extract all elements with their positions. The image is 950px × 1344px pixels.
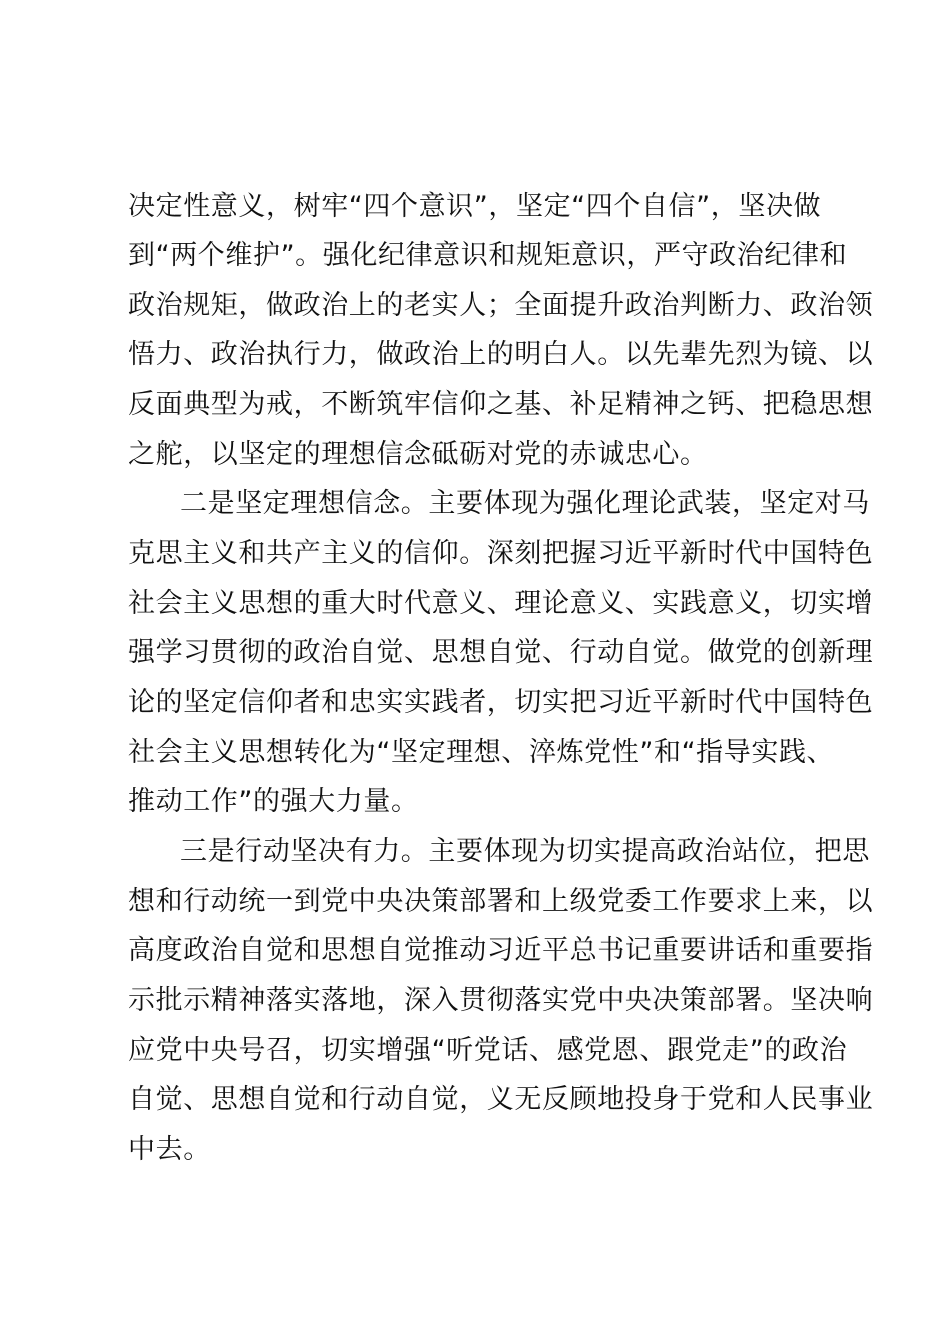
text-line: 社会主义思想的重大时代意义、理论意义、实践意义，切实增 — [128, 588, 874, 619]
text-line: 中去。 — [128, 1134, 211, 1165]
paragraph-first-line: 二是坚定理想信念。主要体现为强化理论武装，坚定对马 — [180, 488, 870, 519]
text-line: 克思主义和共产主义的信仰。深刻把握习近平新时代中国特色 — [128, 538, 874, 569]
text-line: 高度政治自觉和思想自觉推动习近平总书记重要讲话和重要指 — [128, 935, 874, 966]
text-line: 反面典型为戒，不断筑牢信仰之基、补足精神之钙、把稳思想 — [128, 389, 874, 420]
paragraph-first-line: 三是行动坚决有力。主要体现为切实提高政治站位，把思 — [180, 836, 870, 867]
text-line: 自觉、思想自觉和行动自觉，义无反顾地投身于党和人民事业 — [128, 1084, 874, 1115]
text-line: 强学习贯彻的政治自觉、思想自觉、行动自觉。做党的创新理 — [128, 637, 874, 668]
text-line: 示批示精神落实落地，深入贯彻落实党中央决策部署。坚决响 — [128, 985, 874, 1016]
text-line: 之舵，以坚定的理想信念砥砺对党的赤诚忠心。 — [128, 439, 708, 470]
text-line: 政治规矩，做政治上的老实人；全面提升政治判断力、政治领 — [128, 290, 874, 321]
text-line: 社会主义思想转化为“坚定理想、淬炼党性”和“指导实践、 — [128, 737, 835, 768]
text-line: 想和行动统一到党中央决策部署和上级党委工作要求上来，以 — [128, 886, 874, 917]
text-line: 推动工作”的强大力量。 — [128, 786, 419, 817]
text-line: 到“两个维护”。强化纪律意识和规矩意识，严守政治纪律和 — [128, 240, 848, 271]
text-line: 应党中央号召，切实增强“听党话、感党恩、跟党走”的政治 — [128, 1035, 848, 1066]
text-line: 决定性意义，树牢“四个意识”，坚定“四个自信”，坚决做 — [128, 191, 822, 222]
text-line: 悟力、政治执行力，做政治上的明白人。以先辈先烈为镜、以 — [128, 339, 874, 370]
text-line: 论的坚定信仰者和忠实实践者，切实把习近平新时代中国特色 — [128, 687, 874, 718]
